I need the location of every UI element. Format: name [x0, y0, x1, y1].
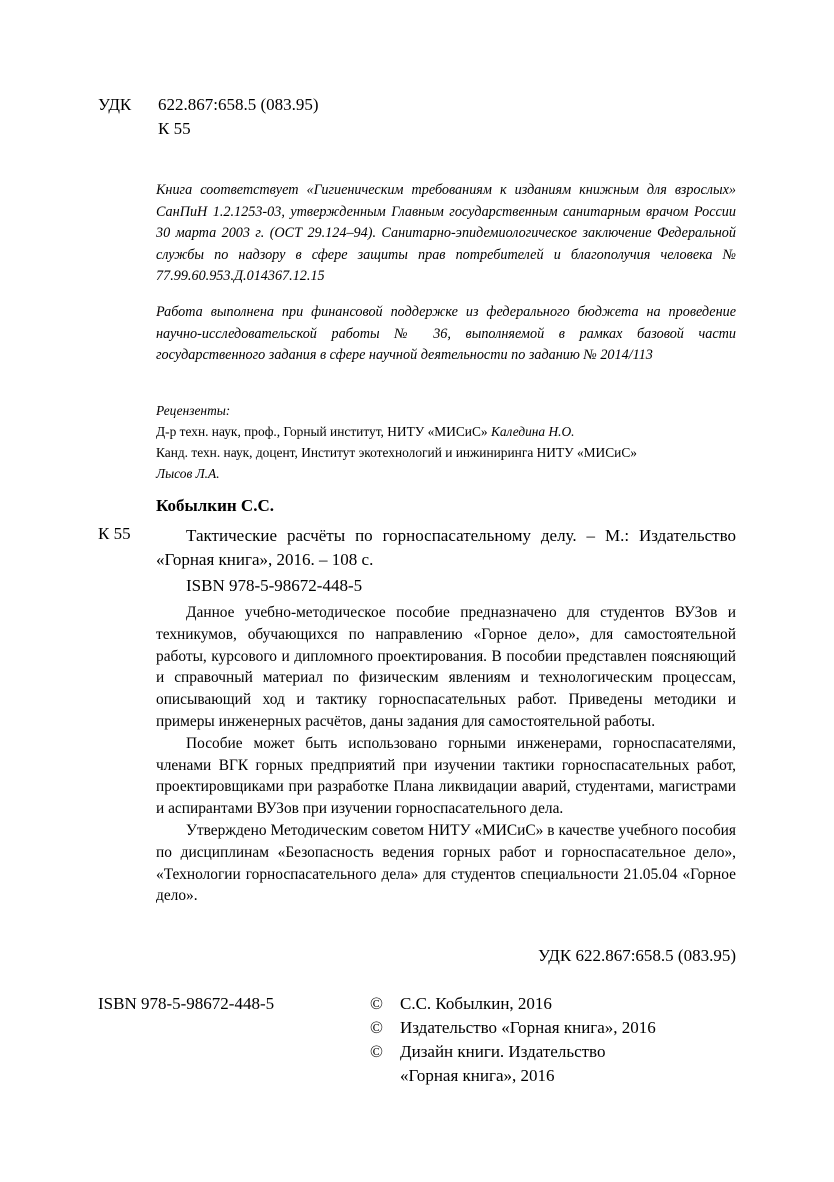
annotation: [156, 602, 736, 907]
author-mark-top: К 55: [158, 119, 191, 138]
udk-code: 622.867:658.5 (083.95): [158, 95, 319, 114]
copyright-line: [370, 992, 656, 1016]
copyright-line: [370, 1040, 656, 1064]
copyright-icon: ©: [370, 1018, 383, 1037]
isbn-bottom: ISBN 978-5-98672-448-5: [98, 994, 275, 1013]
udk-footer: УДК 622.867:658.5 (083.95): [537, 946, 736, 965]
udk-header: [98, 93, 319, 141]
copyright-text: Издательство «Горная книга», 2016: [400, 1018, 656, 1037]
reviewer-1: [156, 421, 736, 442]
book-title: [156, 524, 736, 572]
reviewer-1-name: Каледина Н.О.: [490, 424, 575, 439]
copyright-icon: ©: [370, 994, 383, 1013]
copyright-text: С.С. Кобылкин, 2016: [400, 994, 552, 1013]
reviewers-block: [156, 400, 736, 484]
funding-note: Работа выполнена при финансовой поддержке из федерального бюджета на проведение научно-исследовательской работы № 36, выполняемой в рамках базовой части государственного задания в сфере научной деятельности по заданию № 2014/113: [156, 304, 736, 363]
author-name: Кобылкин С.С.: [156, 496, 274, 515]
reviewer-2-name: Лысов Л.А.: [156, 466, 220, 481]
book-title-text: Тактические расчёты по горноспасательному делу. – М.: Издательство «Горная книга», 2016. – 108 с.: [156, 526, 736, 569]
reviewer-1-title: Д-р техн. наук, проф., Горный институт, НИТУ «МИСиС»: [156, 424, 488, 439]
copyright-continuation: «Горная книга», 2016: [400, 1066, 555, 1085]
udk-label: УДК: [98, 95, 132, 114]
copyright-block: [370, 992, 656, 1088]
annotation-paragraph-1: Данное учебно-методическое пособие предназначено для студентов ВУЗов и техникумов, обучающихся по направлению «Горное дело», для самостоятельной работы, курсового и дипломного проектирования. В пособии представлен поясняющий и справочный материал по физическим явлениям и технологическим процессам, описывающий ход и тактику горноспасательных работ. Приведены методики и примеры инженерных расчётов, даны задания для самостоятельной работы.: [156, 604, 736, 730]
reviewer-2: [156, 442, 736, 484]
annotation-paragraph-2: Пособие может быть использовано горными инженерами, горноспасателями, членами ВГК горных предприятий при изучении тактики горноспасательных работ, проектировщиками при разработке Плана ликвидации аварий, студентами, магистрами и аспирантами ВУЗов при изучении горноспасательного дела.: [156, 734, 736, 818]
reviewer-2-title: Канд. техн. наук, доцент, Институт экотехнологий и инжиниринга НИТУ «МИСиС»: [156, 445, 637, 460]
author-mark: К 55: [98, 524, 131, 543]
copyright-icon: ©: [370, 1042, 383, 1061]
isbn-main: ISBN 978-5-98672-448-5: [186, 576, 363, 595]
hygiene-note: Книга соответствует «Гигиеническим требованиям к изданиям книжным для взрослых» СанПиН 1.2.1253-03, утвержденным Главным государственным санитарным врачом России 30 марта 2003 г. (ОСТ 29.124–94). Санитарно-эпидемиологическое заключение Федеральной службы по надзору в сфере защиты прав потребителей и благополучия человека № 77.99.60.953.Д.014367.12.15: [156, 182, 736, 284]
reviewers-heading: Рецензенты:: [156, 403, 231, 418]
copyright-line: [370, 1016, 656, 1040]
copyright-text: Дизайн книги. Издательство: [400, 1042, 606, 1061]
annotation-paragraph-3: Утверждено Методическим советом НИТУ «МИСиС» в качестве учебного пособия по дисциплинам «Безопасность ведения горных работ и горноспасательное дело», «Технологии горноспасательного дела» для студентов специальности 21.05.04 «Горное дело».: [156, 821, 736, 905]
